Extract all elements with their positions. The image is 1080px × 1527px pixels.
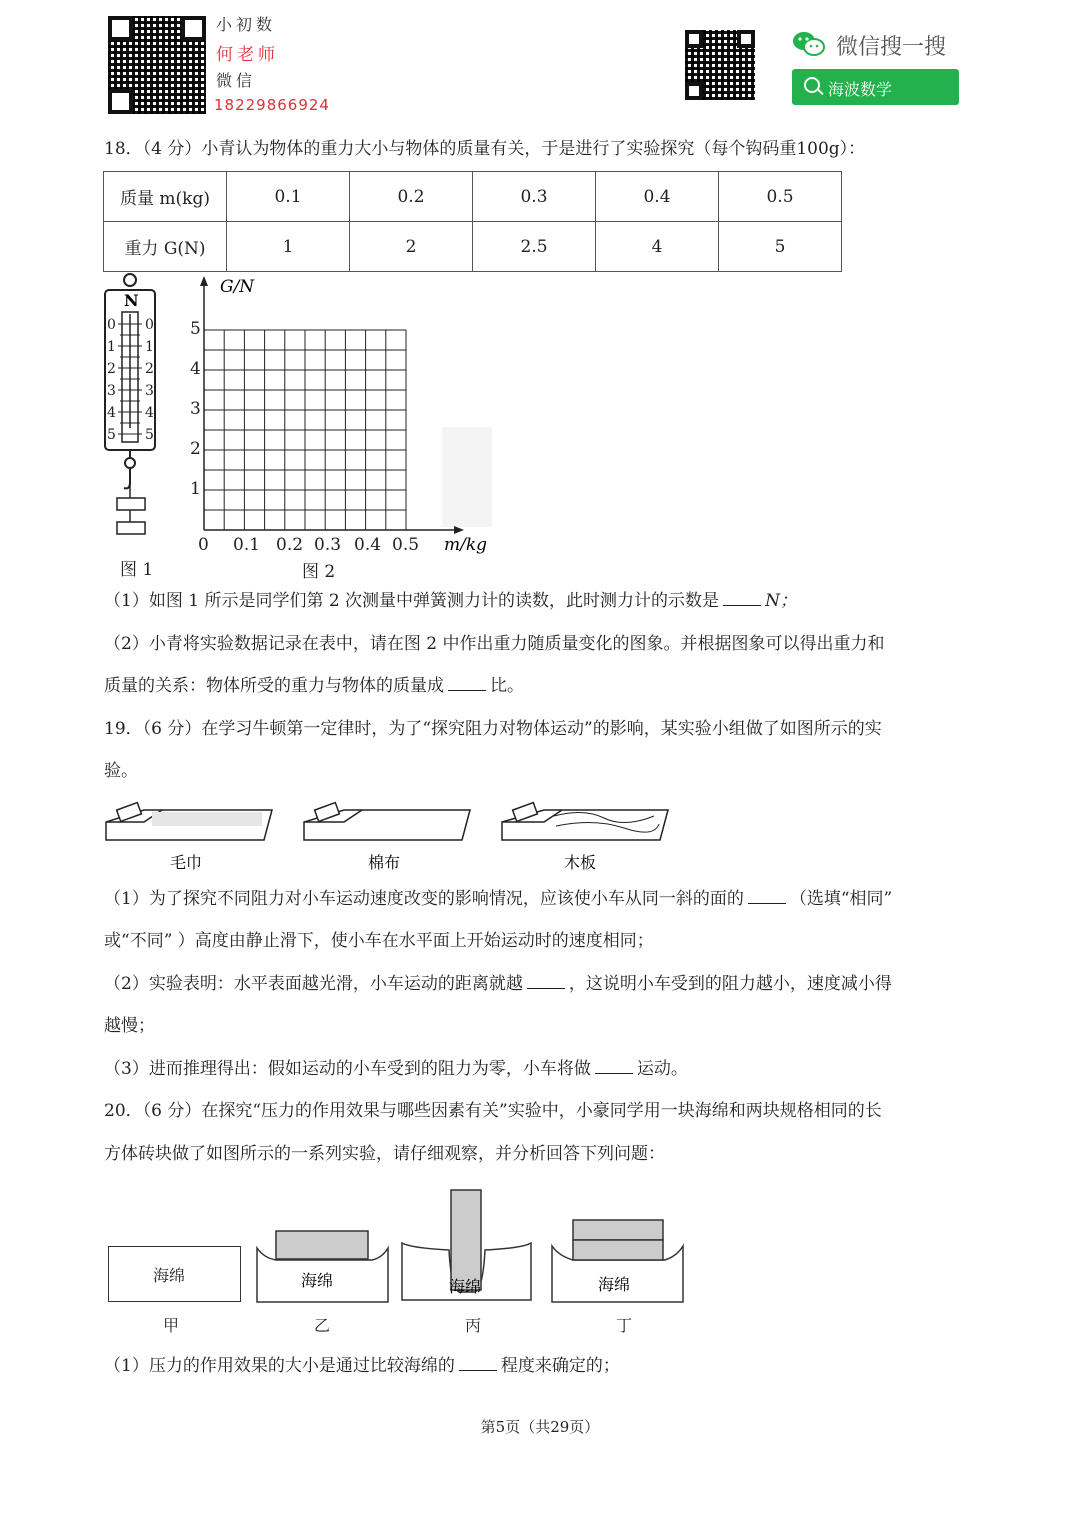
panel-label-d: 丁 [616, 1316, 633, 1335]
y-tick-label: 3 [190, 399, 201, 419]
q19-part2a-text: （2）实验表明：水平表面越光滑，小车运动的距离就越 [104, 974, 523, 994]
table-cell: 0.4 [596, 172, 719, 222]
x-tick-label: 0.3 [314, 535, 342, 555]
q18-part2a: （2）小青将实验数据记录在表中，请在图 2 中作出重力随质量变化的图象。并根据图象可以得出重力和 [104, 634, 885, 654]
figure-2-label: 图 2 [302, 562, 336, 582]
meter-tick-left: 0 [107, 317, 116, 333]
table-cell: 0.1 [227, 172, 350, 222]
meter-tick-right: 3 [145, 383, 154, 399]
x-tick-label: 0.5 [392, 535, 420, 555]
search-account-button[interactable] [792, 69, 959, 105]
meter-unit-label: N [124, 291, 139, 310]
x-tick-label: 0.4 [354, 535, 382, 555]
answer-blank[interactable] [723, 589, 761, 606]
figure-1-label: 图 1 [120, 560, 154, 580]
meter-tick-right: 5 [145, 427, 154, 443]
q19-part2a-end: ，这说明小车受到的阻力越小，速度减小得 [568, 974, 892, 994]
q19-part3 [104, 1057, 688, 1081]
answer-blank[interactable] [448, 674, 486, 691]
q18-part1-end: N； [765, 591, 797, 611]
x-tick-label: 0.1 [233, 535, 261, 555]
q20-part1-end: 程度来确定的； [500, 1356, 620, 1376]
sponge-label: 海绵 [301, 1271, 334, 1290]
teacher-qr-code [108, 16, 206, 114]
sponge-label: 海绵 [153, 1266, 186, 1285]
q19-part3-text: （3）进而推理得出：假如运动的小车受到的阻力为零，小车将做 [104, 1059, 591, 1079]
q20-part1-text: （1）压力的作用效果的大小是通过比较海绵的 [104, 1356, 455, 1376]
table-cell: 0.3 [473, 172, 596, 222]
panel-label-b: 乙 [314, 1316, 331, 1335]
meter-tick-right: 1 [145, 339, 154, 355]
table-cell: 1 [227, 222, 350, 272]
table-cell: 5 [719, 222, 842, 272]
x-axis-label: m/kg [444, 535, 488, 555]
incline-surface-figure [104, 800, 674, 880]
meter-tick-right: 2 [145, 361, 154, 377]
answer-blank[interactable] [459, 1354, 497, 1371]
q19-intro-a: 19．（6 分）在学习牛顿第一定律时，为了“探究阻力对物体运动”的影响，某实验小组做了如图所示的实 [104, 719, 882, 739]
y-tick-label: 5 [190, 319, 201, 339]
q20-intro-a: 20．（6 分）在探究“压力的作用效果与哪些因素有关”实验中，小豪同学用一块海绵和两块规格相同的长 [104, 1101, 882, 1121]
q19-part1b: 或“不同” ）高度由静止滑下，使小车在水平面上开始运动时的速度相同； [104, 931, 654, 951]
surface-label-towel: 毛巾 [170, 853, 203, 872]
teacher-name-2: 何老师 [216, 45, 279, 65]
table-cell: 2.5 [473, 222, 596, 272]
wechat-icon [792, 30, 826, 58]
q18-part2b-end: 比。 [490, 676, 524, 696]
sponge-panel-d [551, 1218, 685, 1304]
table-cell: 0.2 [350, 172, 473, 222]
meter-tick-left: 1 [107, 339, 116, 355]
table-cell: 2 [350, 222, 473, 272]
y-tick-label: 4 [190, 359, 201, 379]
teacher-name-1: 小初数 [216, 15, 277, 34]
meter-tick-right: 4 [145, 405, 154, 421]
table-cell: 0.5 [719, 172, 842, 222]
table-head-mass: 质量 m(kg) [104, 172, 227, 222]
x-tick-label: 0 [198, 535, 209, 555]
panel-label-c: 丙 [465, 1316, 482, 1335]
answer-blank[interactable] [595, 1057, 633, 1074]
meter-tick-right: 0 [145, 317, 154, 333]
page-footer: 第5页（共29页） [480, 1418, 600, 1436]
q19-part1a [104, 887, 892, 911]
sponge-panel-a [108, 1246, 241, 1302]
sponge-panel-b [256, 1228, 390, 1304]
q18-data-table [103, 171, 842, 272]
surface-label-cotton: 棉布 [368, 853, 401, 872]
table-cell: 4 [596, 222, 719, 272]
mass-gravity-grid-figure [180, 272, 500, 557]
sponge-panel-c [401, 1188, 533, 1304]
q18-part2b-text: 质量的关系：物体所受的重力与物体的质量成 [104, 676, 444, 696]
panel-label-a: 甲 [163, 1316, 180, 1335]
q20-intro-b: 方体砖块做了如图所示的一系列实验，请仔细观察，并分析回答下列问题： [104, 1144, 665, 1164]
table-row [104, 222, 842, 272]
wechat-search-title: 微信搜一搜 [836, 35, 947, 60]
answer-blank[interactable] [527, 972, 565, 989]
y-tick-label: 2 [190, 439, 201, 459]
spring-scale-figure [100, 272, 164, 542]
q20-part1 [104, 1354, 620, 1378]
meter-tick-left: 2 [107, 361, 116, 377]
q19-part2b: 越慢； [104, 1016, 155, 1036]
answer-blank[interactable] [748, 887, 786, 904]
q18-part1 [104, 589, 797, 613]
q19-part1a-text: （1）为了探究不同阻力对小车运动速度改变的影响情况，应该使小车从同一斜的面的 [104, 889, 744, 909]
meter-tick-left: 5 [107, 427, 116, 443]
account-qr-code [685, 30, 755, 100]
x-tick-label: 0.2 [276, 535, 304, 555]
table-head-gravity: 重力 G(N) [104, 222, 227, 272]
q19-intro-b: 验。 [104, 761, 138, 781]
y-axis-label: G/N [220, 277, 255, 297]
meter-tick-left: 4 [107, 405, 116, 421]
q19-part3-end: 运动。 [636, 1059, 688, 1079]
table-row [104, 172, 842, 222]
surface-label-wood: 木板 [564, 853, 597, 872]
q18-intro: 18．（4 分）小青认为物体的重力大小与物体的质量有关，于是进行了实验探究（每个钩码重100g）： [104, 139, 866, 159]
q18-part1-text: （1）如图 1 所示是同学们第 2 次测量中弹簧测力计的读数，此时测力计的示数是 [104, 591, 720, 611]
sponge-label: 海绵 [449, 1277, 482, 1296]
search-button-label: 海波数学 [828, 80, 893, 99]
search-icon-handle [817, 89, 823, 95]
meter-tick-left: 3 [107, 383, 116, 399]
q18-part2b [104, 674, 524, 698]
sponge-label: 海绵 [598, 1275, 631, 1294]
teacher-name-3: 微信 [216, 71, 257, 90]
y-tick-label: 1 [190, 479, 201, 499]
q19-part2a [104, 972, 892, 996]
q19-part1a-end: （选填“相同” [789, 889, 893, 909]
teacher-phone: 18229866924 [214, 96, 330, 114]
